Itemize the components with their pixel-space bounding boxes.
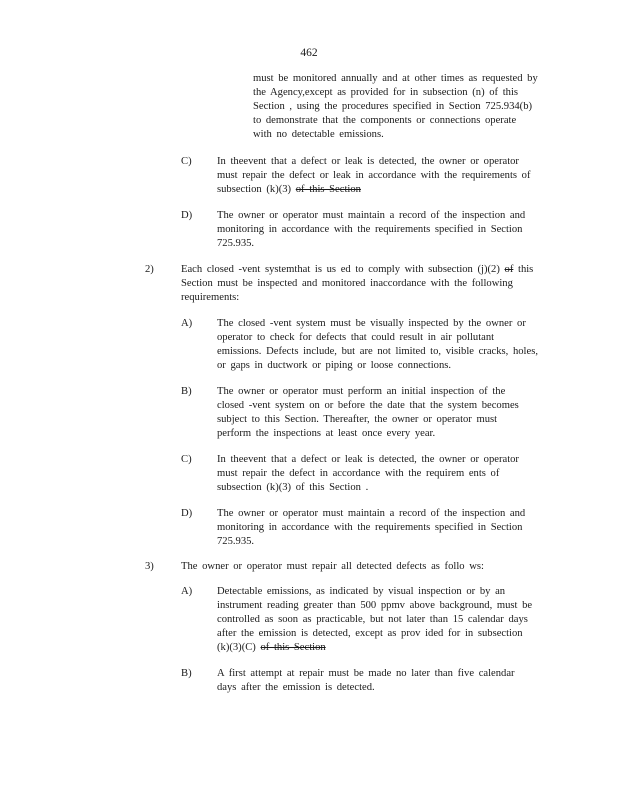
- item-2c-label: C): [181, 454, 192, 465]
- item-2b-text: The owner or operator must perform an initial inspection of the closed -vent system on or before the date that the system becomes subject to this Section. Thereafter, the owner or operator must perform the inspections at least once every year.: [217, 386, 519, 439]
- item-2-body-end: this Section must be inspected and monitored inaccordance with the following requirements:: [181, 264, 534, 303]
- item-2b-label: B): [181, 386, 192, 397]
- item-3a-deleted-text: of this Section: [260, 642, 326, 653]
- item-2a-text: The closed -vent system must be visually inspected by the owner or operator to check for defects that could result in air pollutant emissions. Defects include, but are not limited to, visible cracks, holes, or gaps in ductwork or piping or loose connections.: [217, 318, 538, 371]
- item-3-label: 3): [145, 561, 154, 572]
- item-3b-label: B): [181, 668, 192, 679]
- item-2-text: [181, 263, 536, 305]
- item-2d-text: The owner or operator must maintain a record of the inspection and monitoring in accordance with the requirements specified in Section 725.935.: [217, 508, 526, 547]
- item-3a-text: [217, 585, 539, 655]
- item-2c-text: In theevent that a defect or leak is detected, the owner or operator must repair the defect in accordance with the requirem ents of subsection (k)(3) of this Section .: [217, 454, 519, 493]
- item-1c-deleted-text: of this Section: [295, 184, 361, 195]
- item-1d-label: D): [181, 210, 193, 221]
- item-2-label: 2): [145, 264, 154, 275]
- item-1d-text: The owner or operator must maintain a record of the inspection and monitoring in accordance with the requirements specified in Section 725.935.: [217, 210, 526, 249]
- item-2a-label: A): [181, 318, 193, 329]
- item-1c-label: C): [181, 156, 192, 167]
- item-1c-text: [217, 155, 535, 197]
- item-2d-label: D): [181, 508, 193, 519]
- item-2-body-start: Each closed -vent systemthat is us ed to comply with subsection (j)(2): [181, 264, 500, 275]
- item-3-text: The owner or operator must repair all detected defects as follo ws:: [181, 561, 484, 572]
- item-3b-text: A first attempt at repair must be made no later than five calendar days after the emission is detected.: [217, 668, 515, 693]
- continuation-paragraph: must be monitored annually and at other times as requested by the Agency,except as provided for in subsection (n) of this Section , using the procedures specified in Section 725.934(b) to demonstrate that the components or connections operate with no detectable emissions.: [253, 73, 538, 140]
- item-3a-body: Detectable emissions, as indicated by visual inspection or by an instrument reading greater than 500 ppmv above background, must be controlled as soon as practicable, but not later than 15 calendar days after the emission is detected, except as prov ided for in subsection (k)(3)(C): [217, 586, 533, 653]
- item-1c-body: In theevent that a defect or leak is detected, the owner or operator must repair the defect or leak in accordance with the requirements of subsection (k)(3): [217, 156, 531, 195]
- item-3a-label: A): [181, 586, 193, 597]
- item-2-deleted-text: of: [504, 264, 514, 275]
- page-number: 462: [300, 47, 318, 59]
